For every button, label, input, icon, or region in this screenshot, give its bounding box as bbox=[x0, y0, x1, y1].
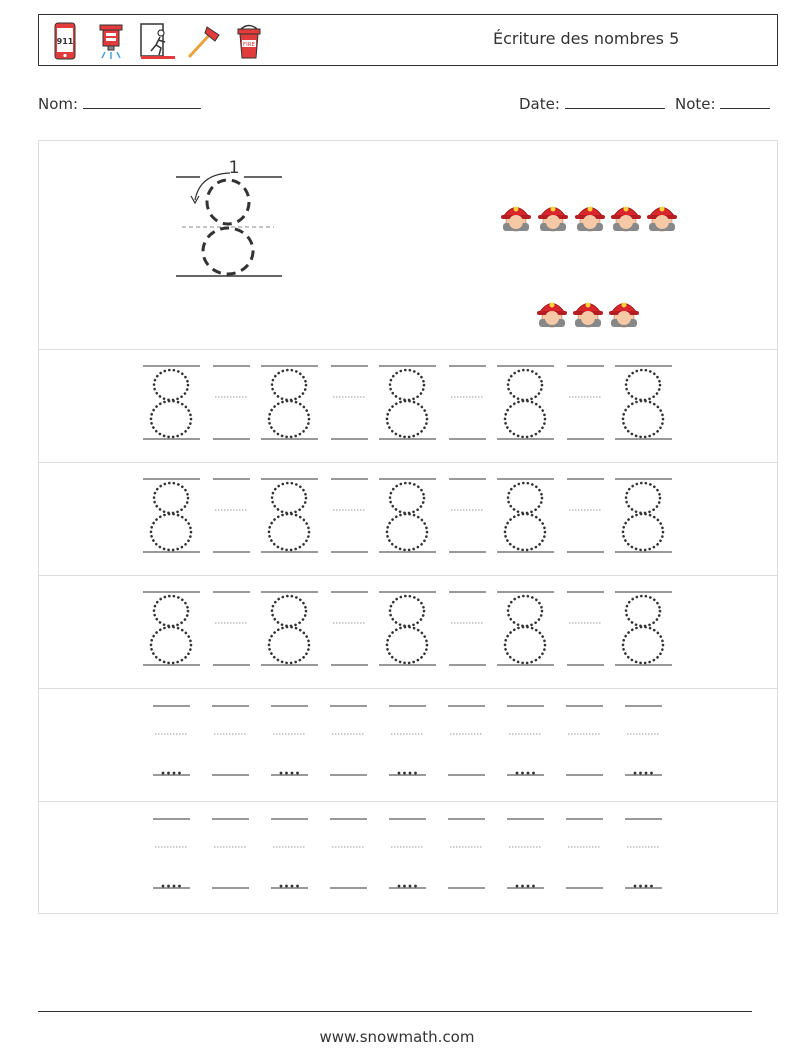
date-blank[interactable] bbox=[565, 94, 665, 109]
writing-cell bbox=[212, 706, 249, 775]
writing-cell bbox=[449, 592, 486, 665]
writing-cell bbox=[389, 819, 426, 888]
tracing-cell bbox=[615, 479, 672, 552]
trace-dot bbox=[178, 772, 181, 775]
tracing-cell bbox=[143, 366, 200, 439]
writing-cell bbox=[331, 366, 368, 439]
tracing-digit-bottom-loop bbox=[151, 627, 191, 663]
writing-cell bbox=[448, 819, 485, 888]
trace-dot bbox=[650, 772, 653, 775]
footer-divider bbox=[38, 1011, 752, 1012]
tracing-digit-bottom-loop bbox=[387, 514, 427, 550]
tracing-cell bbox=[143, 479, 200, 552]
trace-dot bbox=[521, 885, 524, 888]
fire-bucket-icon bbox=[229, 21, 269, 61]
tracing-cell bbox=[379, 366, 436, 439]
tracing-digit-top-loop bbox=[508, 483, 542, 513]
trace-dot bbox=[527, 885, 530, 888]
tracing-cell bbox=[261, 479, 318, 552]
firefighter-helmet-badge bbox=[550, 303, 555, 308]
tracing-cell bbox=[261, 592, 318, 665]
practice-section bbox=[38, 350, 778, 915]
trace-dot bbox=[280, 885, 283, 888]
trace-dot bbox=[403, 772, 406, 775]
tracing-cell bbox=[379, 479, 436, 552]
grade-label: Note: bbox=[675, 95, 716, 113]
trace-dot bbox=[639, 885, 642, 888]
trace-dot bbox=[409, 885, 412, 888]
writing-cell bbox=[331, 592, 368, 665]
tracing-digit-top-loop bbox=[508, 370, 542, 400]
trace-dot bbox=[516, 885, 519, 888]
writing-cell bbox=[566, 819, 603, 888]
firefighter-helmet-icon bbox=[609, 303, 639, 328]
tracing-digit-top-loop bbox=[390, 596, 424, 626]
tracing-cell bbox=[497, 592, 554, 665]
tracing-digit-top-loop bbox=[390, 370, 424, 400]
trace-dot bbox=[403, 885, 406, 888]
worksheet-header bbox=[38, 14, 778, 66]
tracing-cell bbox=[497, 479, 554, 552]
writing-cell bbox=[330, 819, 367, 888]
writing-cell bbox=[449, 479, 486, 552]
tracing-digit-bottom-loop bbox=[269, 627, 309, 663]
tracing-digit-bottom-loop bbox=[623, 401, 663, 437]
footer-url: www.snowmath.com bbox=[319, 1028, 475, 1046]
writing-cell bbox=[330, 706, 367, 775]
tracing-cell bbox=[615, 592, 672, 665]
firefighter-helmet-badge bbox=[586, 303, 591, 308]
bucket-fire-text: FIRE bbox=[242, 42, 256, 48]
writing-cell bbox=[153, 706, 190, 775]
name-label: Nom: bbox=[38, 95, 79, 113]
firefighter-helmet-badge bbox=[514, 207, 519, 212]
date-field bbox=[519, 94, 665, 113]
tracing-cell bbox=[615, 366, 672, 439]
date-label: Date: bbox=[519, 95, 560, 113]
tracing-row bbox=[143, 479, 672, 552]
trace-dot bbox=[280, 772, 283, 775]
tracing-digit-top-loop bbox=[154, 483, 188, 513]
firefighter-helmet-badge bbox=[551, 207, 556, 212]
tracing-digit-bottom-loop bbox=[505, 627, 545, 663]
trace-dot bbox=[527, 772, 530, 775]
demo-digit-top-loop bbox=[207, 180, 249, 224]
writing-cell bbox=[212, 819, 249, 888]
writing-cell bbox=[566, 706, 603, 775]
writing-cell bbox=[507, 819, 544, 888]
trace-dot bbox=[650, 885, 653, 888]
tracing-digit-top-loop bbox=[272, 370, 306, 400]
trace-dot bbox=[291, 885, 294, 888]
grade-field bbox=[675, 94, 770, 113]
writing-cell bbox=[213, 592, 250, 665]
firefighter-chin bbox=[509, 215, 523, 229]
tracing-digit-top-loop bbox=[626, 370, 660, 400]
firefighter-helmet-icon bbox=[501, 207, 531, 232]
trace-dot bbox=[532, 885, 535, 888]
writing-cell bbox=[507, 706, 544, 775]
trace-dot bbox=[414, 772, 417, 775]
page-title: Écriture des nombres 5 bbox=[493, 29, 680, 48]
firefighter-chin bbox=[581, 311, 595, 325]
tracing-digit-bottom-loop bbox=[505, 401, 545, 437]
trace-dot bbox=[162, 885, 165, 888]
tracing-digit-top-loop bbox=[154, 370, 188, 400]
tracing-cell bbox=[261, 366, 318, 439]
tracing-cell bbox=[379, 592, 436, 665]
firefighter-helmet-icon bbox=[537, 303, 567, 328]
demo-section bbox=[38, 140, 778, 350]
trace-dot bbox=[173, 885, 176, 888]
firefighter-helmet-icon bbox=[575, 207, 605, 232]
tracing-digit-bottom-loop bbox=[151, 514, 191, 550]
trace-dot bbox=[532, 772, 535, 775]
writing-cell bbox=[567, 479, 604, 552]
firefighter-chin bbox=[619, 215, 633, 229]
trace-dot bbox=[162, 772, 165, 775]
trace-dot bbox=[178, 885, 181, 888]
free-writing-row bbox=[153, 706, 662, 775]
tracing-digit-top-loop bbox=[626, 596, 660, 626]
writing-cell bbox=[389, 706, 426, 775]
tracing-digit-bottom-loop bbox=[505, 514, 545, 550]
tracing-digit-bottom-loop bbox=[387, 627, 427, 663]
writing-cell bbox=[213, 366, 250, 439]
trace-dot bbox=[414, 885, 417, 888]
trace-dot bbox=[291, 772, 294, 775]
fire-axe-icon bbox=[183, 21, 223, 61]
trace-dot bbox=[398, 885, 401, 888]
trace-dot bbox=[645, 885, 648, 888]
tracing-digit-bottom-loop bbox=[151, 401, 191, 437]
tracing-digit-top-loop bbox=[154, 596, 188, 626]
trace-dot bbox=[285, 772, 288, 775]
writing-cell bbox=[213, 479, 250, 552]
grade-blank[interactable] bbox=[720, 94, 770, 109]
emergency-exit-icon bbox=[137, 21, 177, 61]
trace-dot bbox=[167, 885, 170, 888]
firefighter-helmet-badge bbox=[622, 303, 627, 308]
tracing-cell bbox=[143, 592, 200, 665]
tracing-digit-top-loop bbox=[272, 596, 306, 626]
writing-cell bbox=[153, 819, 190, 888]
firefighter-helmet-icon bbox=[573, 303, 603, 328]
trace-dot bbox=[285, 885, 288, 888]
firefighter-helmet-badge bbox=[660, 207, 665, 212]
firefighter-helmet-icon bbox=[538, 207, 568, 232]
writing-cell bbox=[271, 819, 308, 888]
phone-911-icon bbox=[45, 21, 85, 61]
trace-dot bbox=[409, 772, 412, 775]
demo-digit-bottom-loop bbox=[203, 228, 253, 274]
trace-dot bbox=[296, 885, 299, 888]
firefighter-chin bbox=[546, 215, 560, 229]
trace-dot bbox=[521, 772, 524, 775]
tracing-digit-bottom-loop bbox=[623, 627, 663, 663]
writing-cell bbox=[567, 366, 604, 439]
writing-cell bbox=[625, 819, 662, 888]
stroke-number: 1 bbox=[228, 158, 240, 178]
trace-dot bbox=[645, 772, 648, 775]
writing-cell bbox=[448, 706, 485, 775]
trace-dot bbox=[398, 772, 401, 775]
tracing-digit-bottom-loop bbox=[269, 514, 309, 550]
writing-cell bbox=[625, 706, 662, 775]
firefighter-chin bbox=[583, 215, 597, 229]
trace-dot bbox=[639, 772, 642, 775]
phone-911-text: 911 bbox=[56, 37, 74, 46]
writing-cell bbox=[567, 592, 604, 665]
trace-dot bbox=[167, 772, 170, 775]
name-field bbox=[38, 94, 201, 113]
fire-hydrant-icon bbox=[91, 21, 131, 61]
tracing-digit-top-loop bbox=[508, 596, 542, 626]
writing-cell bbox=[331, 479, 368, 552]
writing-cell bbox=[449, 366, 486, 439]
trace-dot bbox=[634, 772, 637, 775]
tracing-digit-top-loop bbox=[272, 483, 306, 513]
firefighter-chin bbox=[545, 311, 559, 325]
trace-dot bbox=[296, 772, 299, 775]
trace-dot bbox=[516, 772, 519, 775]
firefighter-chin bbox=[617, 311, 631, 325]
name-blank[interactable] bbox=[83, 94, 201, 109]
tracing-digit-top-loop bbox=[626, 483, 660, 513]
firefighter-helmet-badge bbox=[624, 207, 629, 212]
tracing-digit-top-loop bbox=[390, 483, 424, 513]
header-icons bbox=[45, 18, 269, 64]
firefighter-chin bbox=[655, 215, 669, 229]
tracing-digit-bottom-loop bbox=[623, 514, 663, 550]
tracing-row bbox=[143, 592, 672, 665]
tracing-cell bbox=[497, 366, 554, 439]
tracing-digit-bottom-loop bbox=[387, 401, 427, 437]
firefighter-helmet-icon bbox=[611, 207, 641, 232]
firefighter-helmet-badge bbox=[588, 207, 593, 212]
tracing-row bbox=[143, 366, 672, 439]
trace-dot bbox=[173, 772, 176, 775]
trace-dot bbox=[634, 885, 637, 888]
free-writing-row bbox=[153, 819, 662, 888]
firefighter-helmet-icon bbox=[647, 207, 677, 232]
writing-cell bbox=[271, 706, 308, 775]
tracing-digit-bottom-loop bbox=[269, 401, 309, 437]
